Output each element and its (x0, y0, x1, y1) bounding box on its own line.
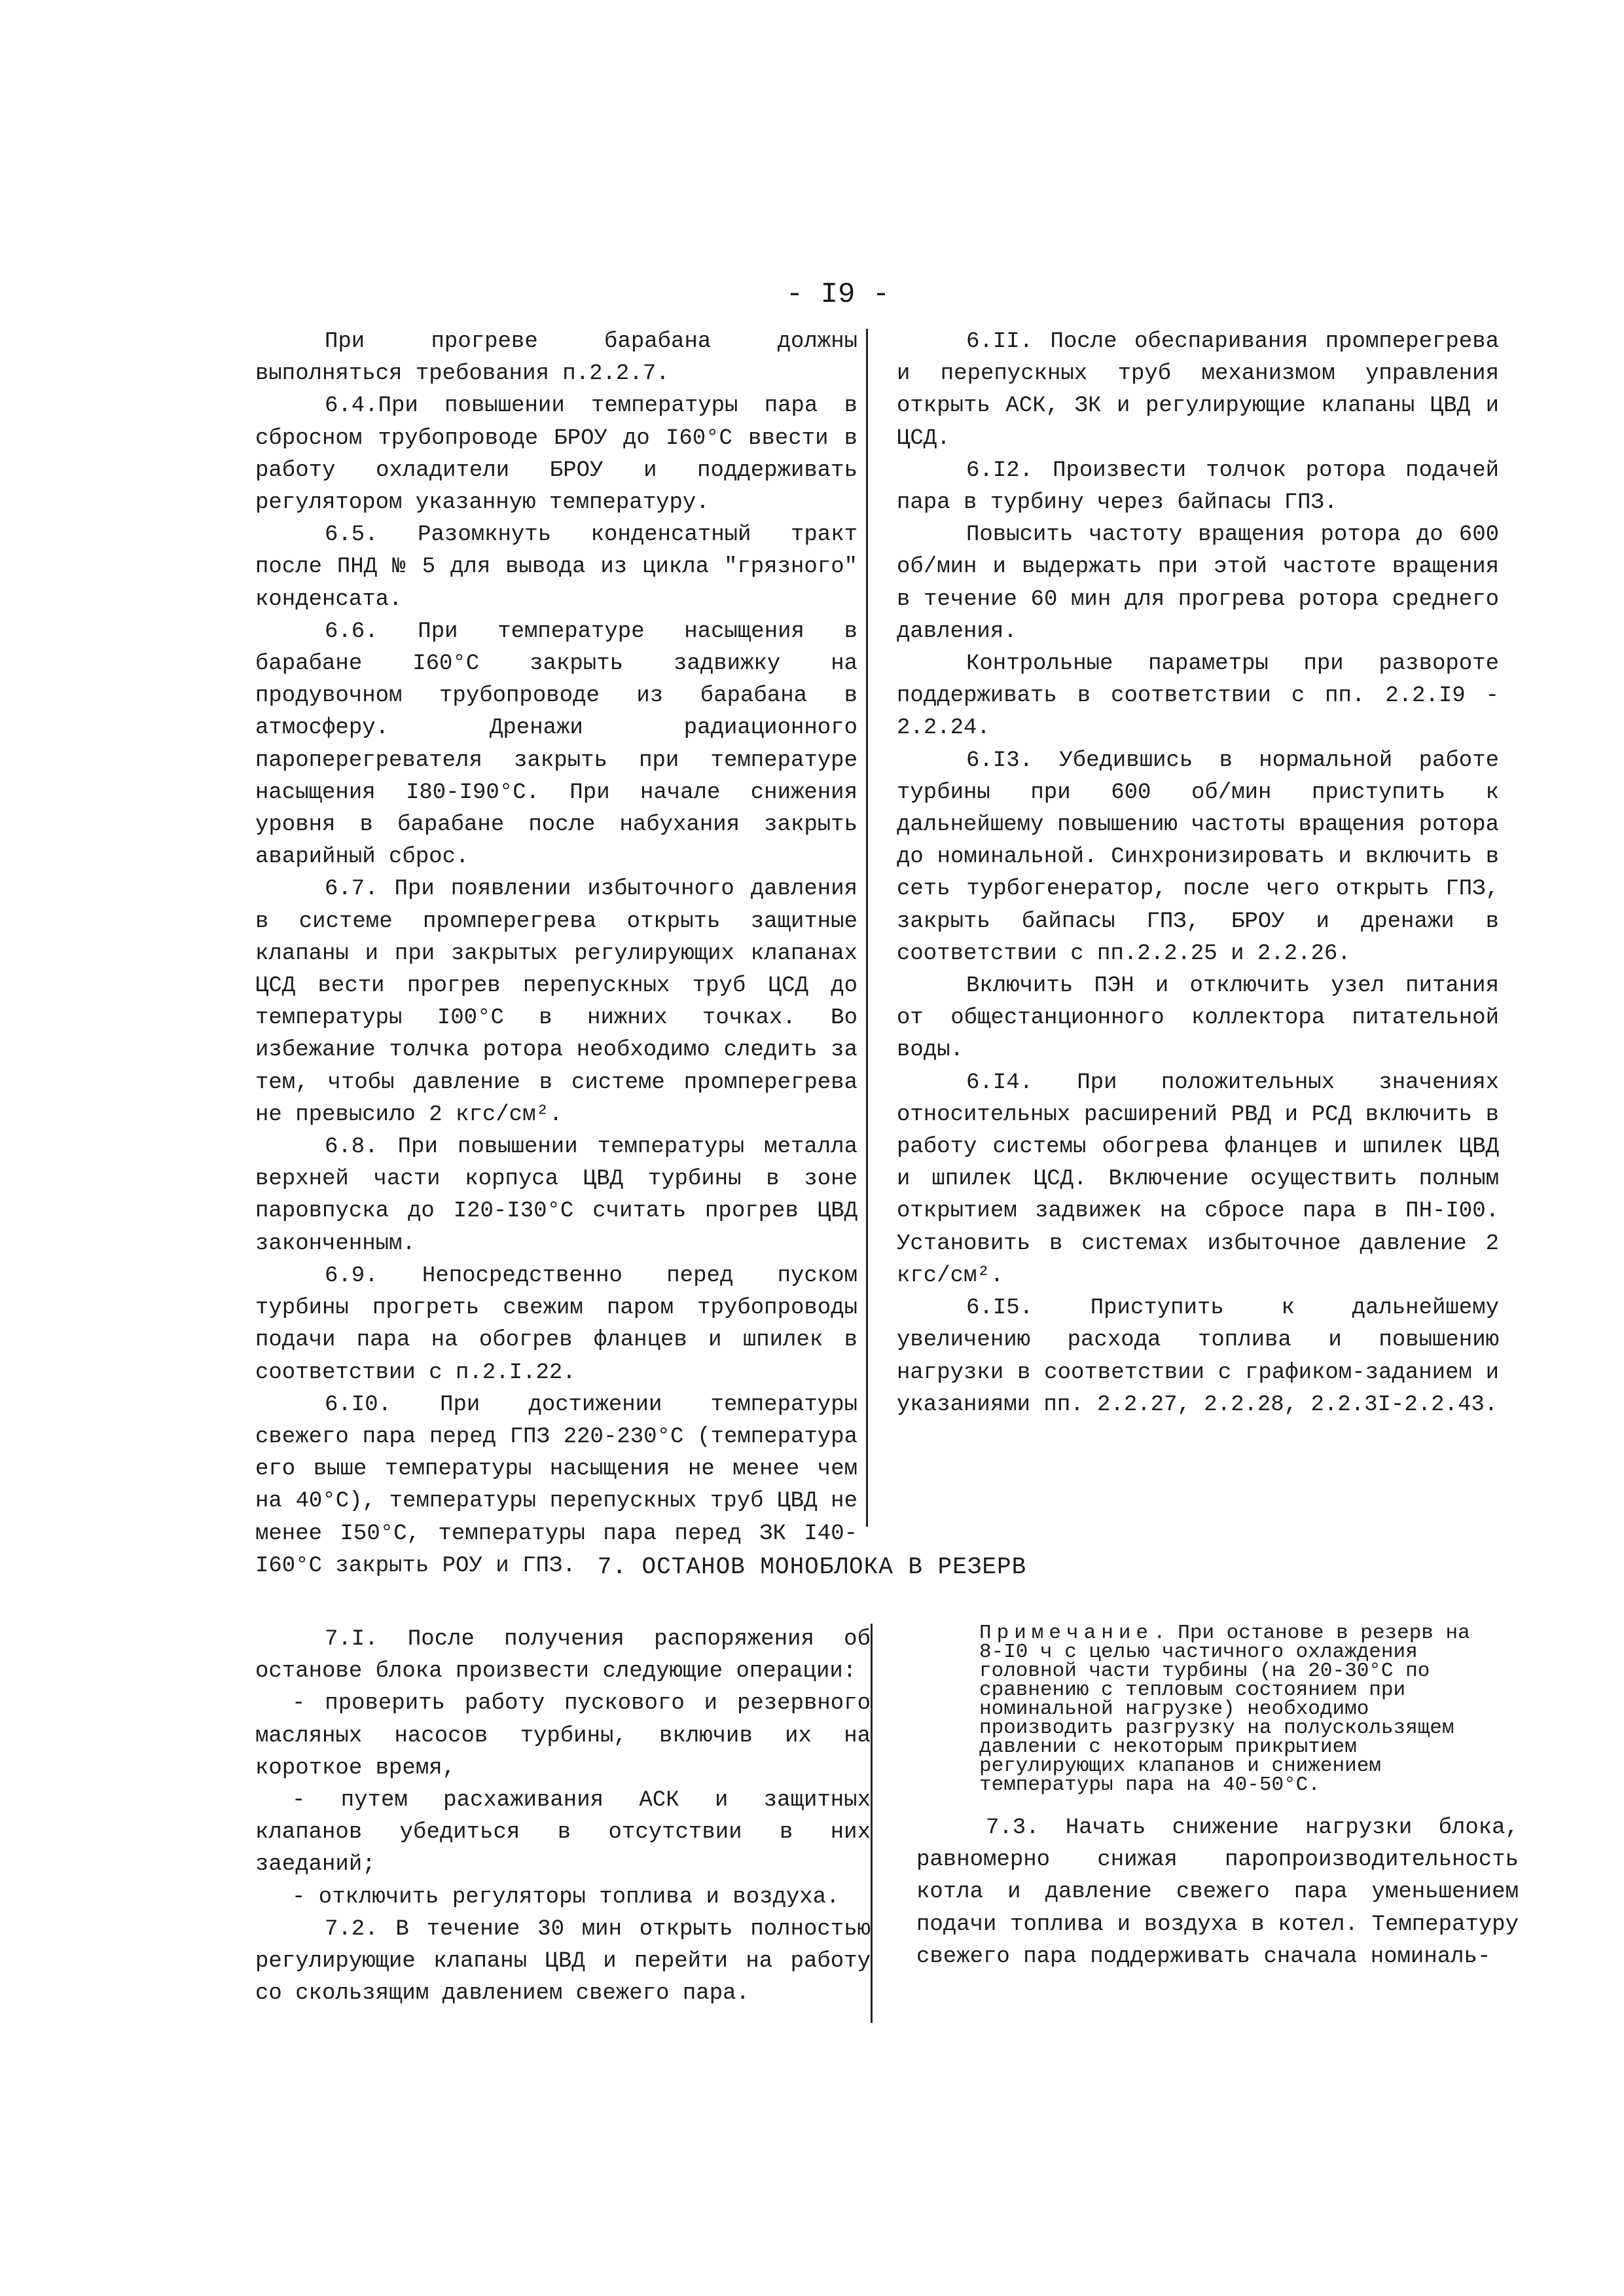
section-heading: 7. ОСТАНОВ МОНОБЛОКА В РЕЗЕРВ (597, 1554, 1027, 1580)
page-number: - I9 - (785, 278, 890, 311)
paragraph: 6.II. После обеспаривания промперегрева и перепускных труб механизмом управления открыть АСК, ЗК и регулирующие клапаны ЦВД и ЦСД. (897, 329, 1499, 451)
bullet-item: - отключить регуляторы топлива и воздуха. (292, 1884, 840, 1910)
paragraph: 7.I. После получения распоряжения об останове блока произвести следующие операции: (255, 1627, 871, 1685)
paragraph: 6.I0. При достижении температуры свежего пара перед ГПЗ 220-230°С (температура его выше температуры насыщения не менее чем на 40°С), температуры перепускных труб ЦВД не менее I50°С, температуры пара перед ЗК I40-I60°С закрыть РОУ и ГПЗ. (255, 1392, 857, 1578)
paragraph: 6.7. При появлении избыточного давления в системе промперегрева открыть защитные клапаны и при закрытых регулирующих клапанах ЦСД вести прогрев перепускных труб ЦСД до температуры I00°С в нижних точках. Во избежание толчка ротора необходимо следить за тем, чтобы давление в системе промперегрева не превысило 2 кгс/см². (255, 877, 857, 1127)
bullet-item: - проверить работу пускового и резервного масляных насосов турбины, включив их на короткое время, (255, 1691, 871, 1781)
paragraph: 7.2. В течение 30 мин открыть полностью регулирующие клапаны ЦВД и перейти на работу со скользящим давлением свежего пара. (255, 1916, 871, 2007)
note-text: . При останове в резерв на 8-I0 ч с целью частичного охлаждения головной части турбины (на 20-30°С по сравнению с тепловым состоянием при номинальной нагрузке) необходимо производить разгрузку на полускользящем давлении с некоторым прикрытием регулирующих клапанов и снижением температуры пара на 40-50°С. (979, 1622, 1470, 1796)
paragraph: 6.8. При повышении температуры металла верхней части корпуса ЦВД турбины в зоне паровпуска до I20-I30°С считать прогрев ЦВД законченным. (255, 1135, 857, 1256)
paragraph: Повысить частоту вращения ротора до 600 об/мин и выдержать при этой частоте вращения в течение 60 мин для прогрева ротора среднего давления. (897, 522, 1499, 644)
paragraph: Контрольные параметры при развороте поддерживать в соответствии с пп. 2.2.I9 - 2.2.24. (897, 651, 1499, 741)
paragraph: 6.I2. Произвести толчок ротора подачей пара в турбину через байпасы ГПЗ. (897, 458, 1499, 516)
paragraph: 6.I5. Приступить к дальнейшему увеличению расхода топлива и повышению нагрузки в соответствии с графиком-заданием и указаниями пп. 2.2.27, 2.2.28, 2.2.3I-2.2.43. (897, 1296, 1499, 1417)
paragraph: 7.3. Начать снижение нагрузки блока, равномерно снижая паропроизводительность котла и давление свежего пара уменьшением подачи топлива и воздуха в котел. Температуру свежего пара поддерживать сначала номиналь- (916, 1815, 1519, 1969)
left-column-top (255, 326, 857, 1582)
paragraph: 6.5. Разомкнуть конденсатный тракт после ПНД № 5 для вывода из цикла "грязного" конденсата. (255, 522, 857, 612)
paragraph: 6.I4. При положительных значениях относительных расширений РВД и РСД включить в работу системы обогрева фланцев и шпилек ЦВД и шпилек ЦСД. Включение осуществить полным открытием задвижек на сбросе пара в ПН-I00. Установить в системах избыточное давление 2 кгс/см². (897, 1070, 1499, 1288)
paragraph: Включить ПЭН и отключить узел питания от общестанционного коллектора питательной воды. (897, 974, 1499, 1063)
paragraph: 6.4.При повышении температуры пара в сбросном трубопроводе БРОУ до I60°С ввести в работу охладители БРОУ и поддерживать регулятором указанную температуру. (255, 393, 857, 516)
bullet-item: - путем расхаживания АСК и защитных клапанов убедиться в отсутствии в них заеданий; (255, 1788, 871, 1878)
left-column-bottom (255, 1624, 871, 2010)
note-block (979, 1624, 1477, 1795)
right-column-bottom (916, 1812, 1519, 1973)
paragraph: 6.I3. Убедившись в нормальной работе турбины при 600 об/мин приступить к дальнейшему повышению частоты вращения ротора до номинальной. Синхронизировать и включить в сеть турбогенератор, после чего открыть ГПЗ, закрыть байпасы ГПЗ, БРОУ и дренажи в соответствии с пп.2.2.25 и 2.2.26. (897, 748, 1499, 966)
column-divider-top (866, 329, 868, 1527)
right-column-top (897, 326, 1499, 1421)
paragraph: 6.9. Непосредственно перед пуском турбины прогреть свежим паром трубопроводы подачи пара на обогрев фланцев и шпилек в соответствии с п.2.I.22. (255, 1263, 857, 1385)
note-label: Примечание (979, 1622, 1154, 1645)
paragraph: При прогреве барабана должны выполняться требования п.2.2.7. (255, 329, 857, 387)
paragraph: 6.6. При температуре насыщения в барабане I60°С закрыть задвижку на продувочном трубопроводе из барабана в атмосферу. Дренажи радиационного пароперегревателя закрыть при температуре насыщения I80-I90°С. При начале снижения уровня в барабане после набухания закрыть аварийный сброс. (255, 619, 857, 870)
column-divider-bottom (871, 1624, 873, 2023)
